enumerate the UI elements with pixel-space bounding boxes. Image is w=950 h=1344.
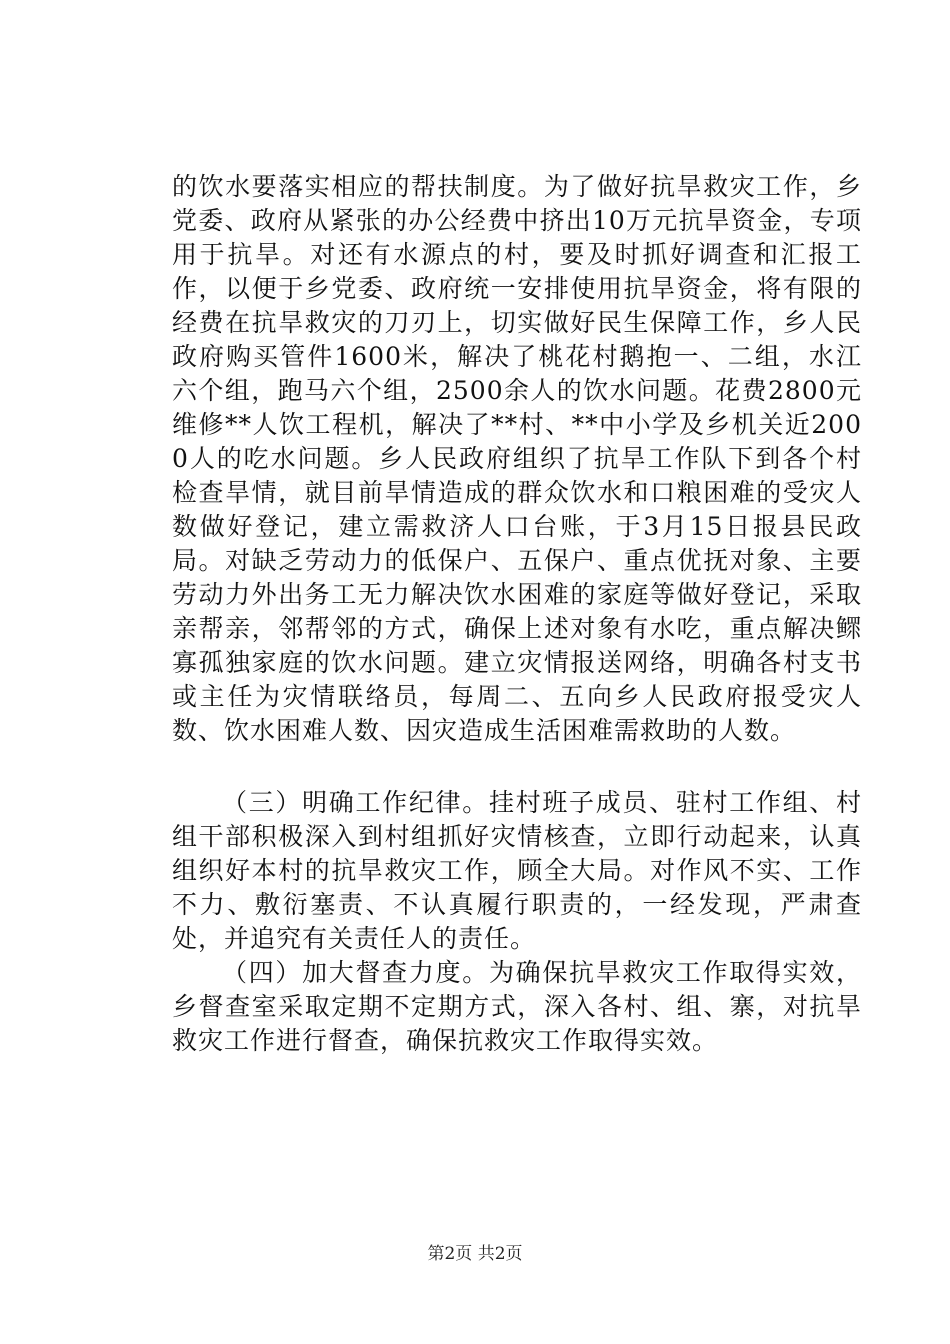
document-body: [172, 170, 862, 1058]
paragraph-spacer: [172, 748, 862, 786]
paragraph-work-discipline: （三）明确工作纪律。挂村班子成员、驻村工作组、村组干部积极深入到村组抓好灾情核查，立即行动起来，认真组织好本村的抗旱救灾工作，顾全大局。对作风不实、工作不力、敷衍塞责、不认真履行职责的，一经发现，严肃查处，并追究有关责任人的责任。: [172, 788, 862, 953]
paragraph-supervision: （四）加大督查力度。为确保抗旱救灾工作取得实效，乡督查室采取定期不定期方式，深入各村、组、寨，对抗旱救灾工作进行督查，确保抗救灾工作取得实效。: [172, 958, 862, 1055]
page-number-footer: 第2页 共2页: [427, 1244, 523, 1264]
paragraph-continuation: 的饮水要落实相应的帮扶制度。为了做好抗旱救灾工作，乡党委、政府从紧张的办公经费中挤出10万元抗旱资金，专项用于抗旱。对还有水源点的村，要及时抓好调查和汇报工作，以便于乡党委、政府统一安排使用抗旱资金，将有限的经费在抗旱救灾的刀刃上，切实做好民生保障工作，乡人民政府购买管件1600米，解决了桃花村鹅抱一、二组，水江六个组，跑马六个组，2500余人的饮水问题。花费2800元维修**人饮工程机，解决了**村、**中小学及乡机关近2000人的吃水问题。乡人民政府组织了抗旱工作队下到各个村检查旱情，就目前旱情造成的群众饮水和口粮困难的受灾人数做好登记，建立需救济人口台账，于3月15日报县民政局。对缺乏劳动力的低保户、五保户、重点优抚对象、主要劳动力外出务工无力解决饮水困难的家庭等做好登记，采取亲帮亲，邻帮邻的方式，确保上述对象有水吃，重点解决鳏寡孤独家庭的饮水问题。建立灾情报送网络，明确各村支书或主任为灾情联络员，每周二、五向乡人民政府报受灾人数、饮水困难人数、因灾造成生活困难需救助的人数。: [172, 172, 862, 745]
